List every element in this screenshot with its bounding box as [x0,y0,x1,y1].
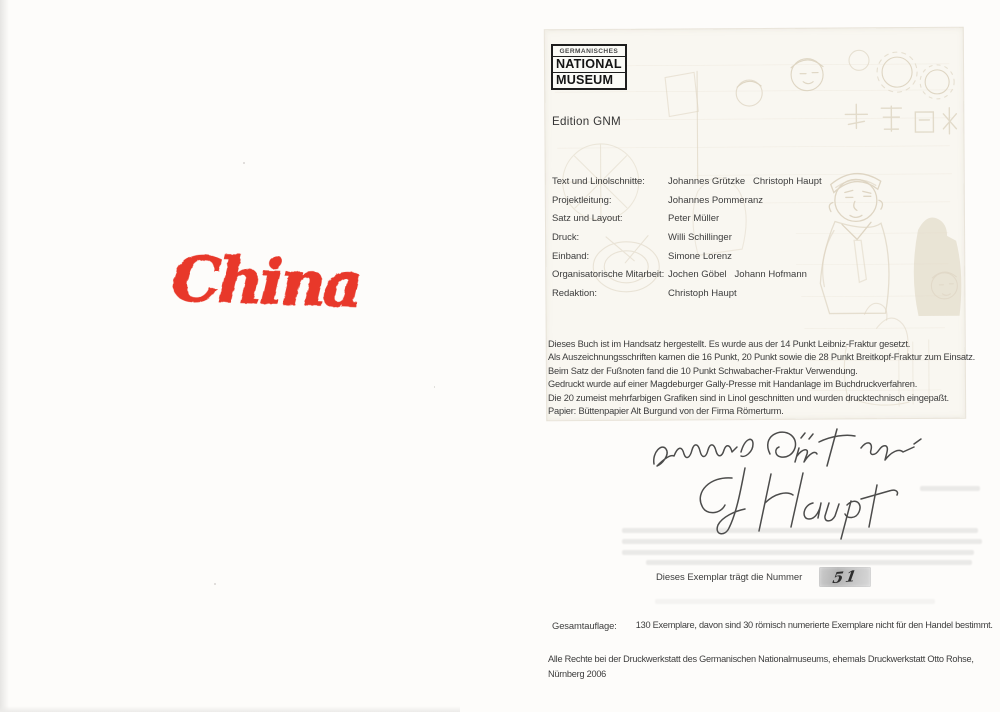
credit-row [552,269,972,288]
print-run-label: Gesamtauflage: [552,620,617,631]
rights-line-1: Alle Rechte bei der Druckwerkstatt des Germanischen Nationalmuseums, ehemals Druckwerkstatt Otto Rohse, [548,654,974,664]
logo-line-germanisches: GERMANISCHES [553,46,625,57]
credit-label: Redaktion: [552,288,597,300]
china-title-svg [163,228,398,333]
china-title-text: China [170,241,362,322]
credit-label: Text und Linolschnitte: [552,176,645,187]
colophon-line: Papier: Büttenpapier Alt Burgund von der Firma Römerturm. [548,406,784,417]
exemplar-number-handwritten: 51 [831,566,860,588]
gnm-museum-logo [551,44,627,90]
signature-johannes-gruetzke [654,429,921,466]
edition-gnm-label: Edition GNM [552,115,622,128]
exemplar-label: Dieses Exemplar trägt die Nummer [656,571,803,583]
credit-label: Einband: [552,250,590,262]
credit-label: Organisatorische Mitarbeit: [552,269,665,281]
logo-line-national: NATIONAL [553,57,625,73]
showthrough-text-ghost [622,539,982,544]
logo-line-museum: MUSEUM [556,73,614,87]
rights-statement [548,652,974,682]
paper-speck [214,583,216,585]
colophon-line: Die 20 zumeist mehrfarbigen Grafiken sind in Linol geschnitten und wurden drucktechnisch eingepaßt. [548,392,949,403]
showthrough-text-ghost [920,486,980,491]
scan-bottom-edge-shadow [0,706,460,712]
credit-label: Projektleitung: [552,194,612,206]
credit-value: Christoph Haupt [668,288,737,300]
credit-value: Peter Müller [668,213,720,225]
print-run-line [552,620,993,631]
credit-label: Satz und Layout: [552,213,623,225]
rights-line-2: Nürnberg 2006 [548,669,607,679]
colophon-line: Als Auszeichnungsschriften kamen die 16 Punkt, 20 Punkt sowie die 28 Punkt Breitkopf-Fraktur zum Einsatz. [548,352,976,363]
colophon-line: Beim Satz der Fußnoten fand die 10 Punkt Schwabacher-Fraktur Verwendung. [548,365,858,376]
showthrough-text-ghost [622,550,974,555]
credit-label: Druck: [552,232,580,244]
colophon-line: Dieses Buch ist im Handsatz hergestellt. Es wurde aus der 14 Punkt Leibniz-Fraktur gesetzt. [548,339,911,349]
showthrough-text-ghost [655,599,935,604]
credit-row [552,251,972,270]
print-run-text: 130 Exemplare, davon sind 30 römisch numerierte Exemplare nicht für den Handel bestimmt. [635,620,993,630]
credit-row [552,213,972,232]
credit-row [552,232,972,251]
showthrough-text-ghost [646,560,972,565]
credit-row [552,288,972,307]
colophon-paragraph [548,338,993,418]
credit-value: Jochen Göbel Johann Hofmann [668,269,807,281]
credit-value: Johannes Pommeranz [668,194,764,206]
paper-speck [243,162,245,164]
paper-speck [434,386,435,388]
signature-strokes [640,426,930,541]
colophon-line: Gedruckt wurde auf einer Magdeburger Gally-Presse mit Handanlage im Buchdruckverfahren. [548,379,918,390]
credit-row [552,195,972,214]
credit-value: Johannes Grützke Christoph Haupt [668,176,822,187]
china-title-linocut [163,228,398,338]
credit-value: Simone Lorenz [668,250,732,262]
exemplar-number-patch [819,567,871,587]
exemplar-number-line [656,567,871,587]
credit-value: Willi Schillinger [668,232,732,244]
credits-table [552,176,972,307]
showthrough-text-ghost [622,528,978,533]
credit-row [552,176,972,195]
scan-left-edge-shadow [0,0,9,712]
